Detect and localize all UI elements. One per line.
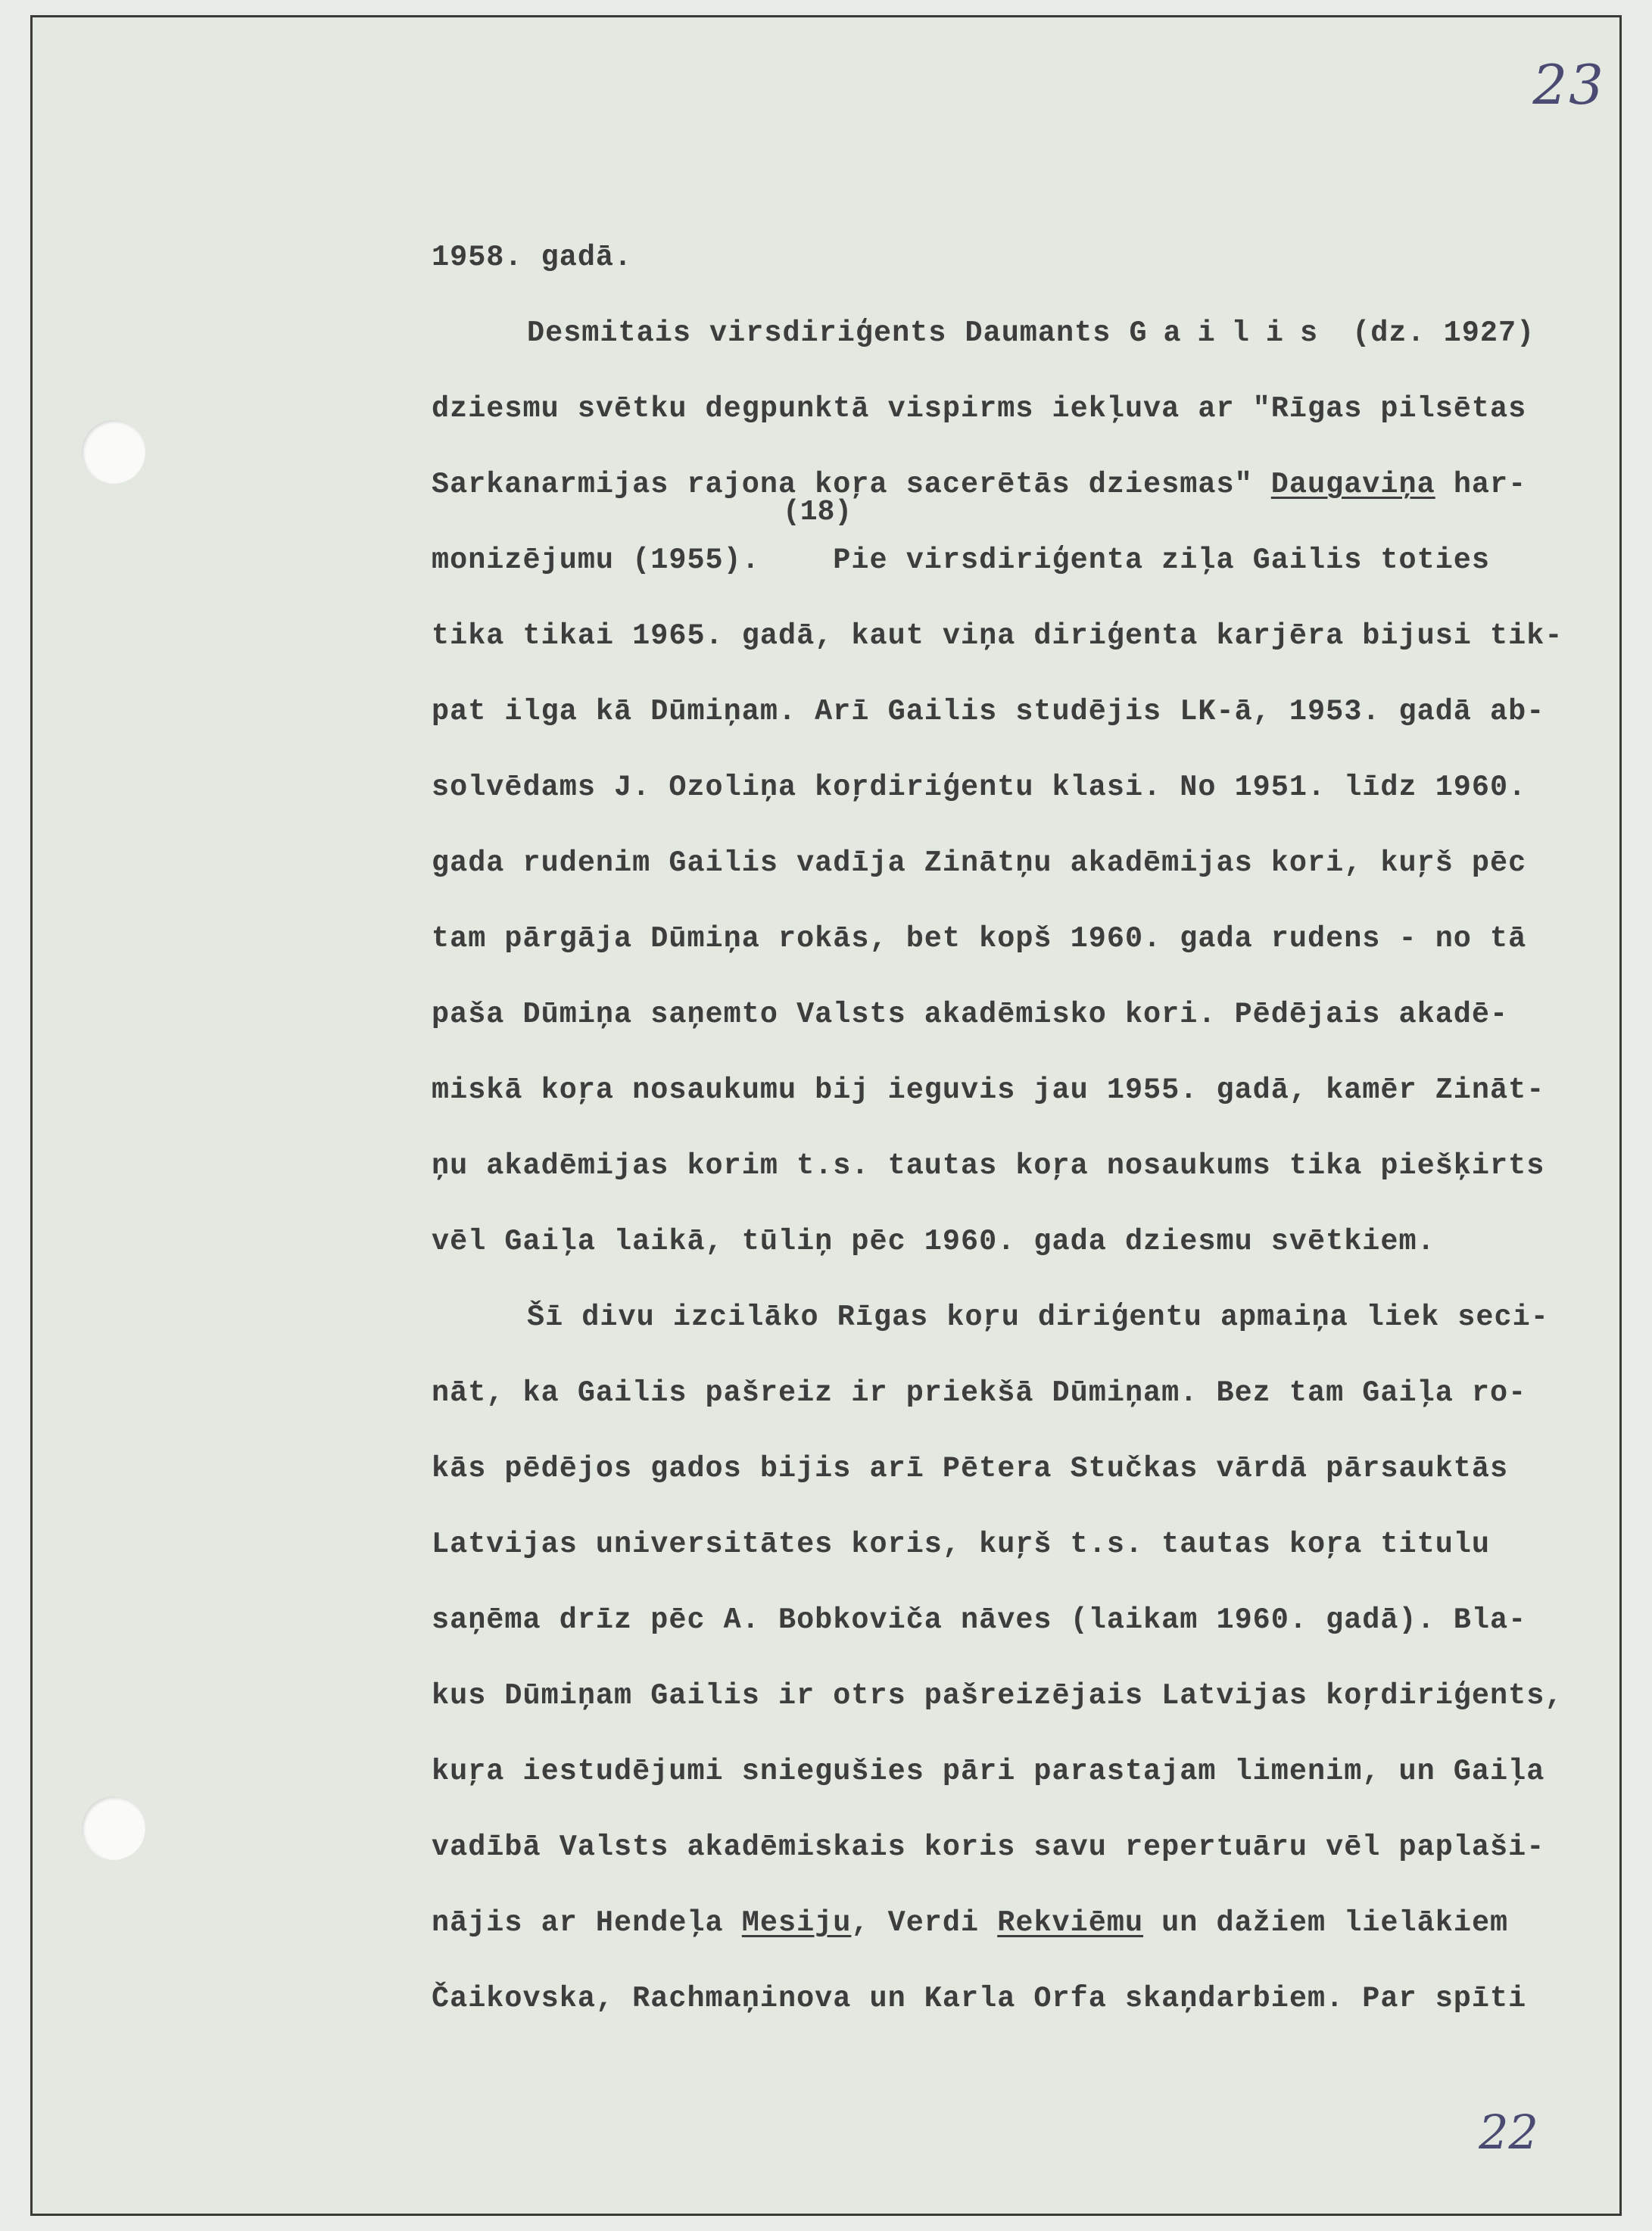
text-line: tam pārgāja Dūmiņa rokās, bet kopš 1960. gada rudens - no tā <box>432 922 1527 955</box>
underlined-title: Mesiju <box>741 1906 852 1940</box>
text-line: tika tikai 1965. gadā, kaut viņa diriģenta karjēra bijusi tik- <box>432 619 1563 653</box>
text-line <box>432 1885 1628 1961</box>
text-line: kās pēdējos gados bijis arī Pētera Stučkas vārdā pārsauktās <box>432 1452 1509 1485</box>
underlined-title: Rekviēmu <box>997 1906 1144 1940</box>
spaced-surname: Gailis <box>1129 316 1335 350</box>
text-line: kus Dūmiņam Gailis ir otrs pašreizējais Latvijas koŗdiriģents, <box>432 1679 1563 1712</box>
text-line: Šī divu izcilāko Rīgas koŗu diriģentu apmaiņa liek seci- <box>527 1301 1549 1334</box>
footnote-marker: (18) <box>783 496 852 528</box>
text-line <box>432 447 1628 522</box>
text-line: Latvijas universitātes koris, kuŗš t.s. tautas koŗa titulu <box>432 1528 1491 1561</box>
text-line: ņu akadēmijas korim t.s. tautas koŗa nosaukums tika piešķirts <box>432 1149 1545 1182</box>
text-line: Čaikovska, Rachmaņinova un Karla Orfa skaņdarbiem. Par spīti <box>432 1982 1527 2015</box>
text-line: saņēma drīz pēc A. Bobkoviča nāves (laikam 1960. gadā). Bla- <box>432 1603 1527 1637</box>
text-line: monizējumu (1955). Pie virsdiriģenta ziļa Gailis toties <box>432 544 1491 577</box>
text-line: miskā koŗa nosaukumu bij ieguvis jau 1955. gadā, kamēr Zināt- <box>432 1073 1545 1107</box>
text-line: gada rudenim Gailis vadīja Zinātņu akadēmijas kori, kuŗš pēc <box>432 846 1527 880</box>
text-line: vēl Gaiļa laikā, tūliņ pēc 1960. gada dziesmu svētkiem. <box>432 1225 1435 1258</box>
text-fragment: nājis ar Hendeļa <box>432 1906 742 1940</box>
text-line: 1958. gadā. <box>432 241 633 274</box>
punch-hole-bottom <box>82 1796 145 1860</box>
text-fragment: un dažiem lielākiem <box>1143 1906 1509 1940</box>
text-line: kuŗa iestudējumi sniegušies pāri parastajam limenim, un Gaiļa <box>432 1755 1545 1788</box>
text-line: solvēdams J. Ozoliņa koŗdiriģentu klasi. No 1951. līdz 1960. <box>432 771 1527 804</box>
punch-hole-top <box>82 420 145 484</box>
handwritten-page-number-bottom: 22 <box>1479 2105 1538 2160</box>
text-line: vadībā Valsts akadēmiskais koris savu repertuāru vēl paplaši- <box>432 1831 1545 1864</box>
text-fragment: (dz. 1927) <box>1334 316 1535 350</box>
text-line: dziesmu svētku degpunktā vispirms iekļuva ar "Rīgas pilsētas <box>432 392 1527 425</box>
underlined-title: Daugaviņa <box>1270 468 1435 501</box>
text-fragment: Sarkanarmijas rajona koŗa sacerētās dziesmas" <box>432 468 1271 501</box>
text-line: nāt, ka Gailis pašreiz ir priekšā Dūmiņam. Bez tam Gaiļa ro- <box>432 1376 1527 1410</box>
text-fragment: Desmitais virsdiriģents Daumants <box>527 316 1130 350</box>
text-fragment: , Verdi <box>851 1906 998 1940</box>
typed-text-body <box>432 220 1628 2036</box>
text-fragment: har- <box>1435 468 1527 501</box>
text-line <box>432 295 1628 371</box>
text-line: pat ilga kā Dūmiņam. Arī Gailis studējis LK-ā, 1953. gadā ab- <box>432 695 1545 728</box>
handwritten-page-number-top: 23 <box>1532 53 1605 117</box>
text-line: paša Dūmiņa saņemto Valsts akadēmisko kori. Pēdējais akadē- <box>432 998 1509 1031</box>
